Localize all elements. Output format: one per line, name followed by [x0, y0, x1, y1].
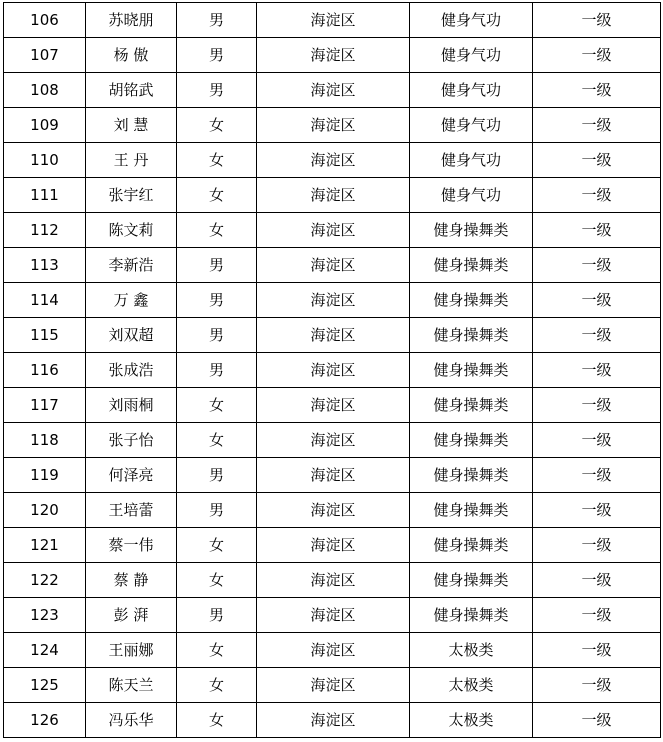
- category-cell: 健身气功: [410, 3, 533, 38]
- district-cell: 海淀区: [257, 388, 410, 423]
- level-cell: 一级: [533, 283, 661, 318]
- level-cell: 一级: [533, 493, 661, 528]
- level-cell: 一级: [533, 213, 661, 248]
- level-cell: 一级: [533, 388, 661, 423]
- row-number-cell: 112: [4, 213, 86, 248]
- row-number-cell: 116: [4, 353, 86, 388]
- category-cell: 太极类: [410, 703, 533, 738]
- district-cell: 海淀区: [257, 108, 410, 143]
- table-row: [4, 598, 661, 633]
- table-row: [4, 668, 661, 703]
- gender-cell: 男: [177, 3, 257, 38]
- row-number-cell: 123: [4, 598, 86, 633]
- table-row: [4, 248, 661, 283]
- table-row: [4, 38, 661, 73]
- name-cell: 杨 傲: [86, 38, 177, 73]
- level-cell: 一级: [533, 3, 661, 38]
- row-number-cell: 126: [4, 703, 86, 738]
- name-cell: 张成浩: [86, 353, 177, 388]
- category-cell: 健身操舞类: [410, 353, 533, 388]
- district-cell: 海淀区: [257, 563, 410, 598]
- name-cell: 万 鑫: [86, 283, 177, 318]
- category-cell: 健身操舞类: [410, 283, 533, 318]
- name-cell: 陈文莉: [86, 213, 177, 248]
- row-number-cell: 107: [4, 38, 86, 73]
- district-cell: 海淀区: [257, 528, 410, 563]
- category-cell: 健身操舞类: [410, 248, 533, 283]
- table-row: [4, 178, 661, 213]
- name-cell: 刘雨桐: [86, 388, 177, 423]
- table-row: [4, 3, 661, 38]
- table-row: [4, 108, 661, 143]
- district-cell: 海淀区: [257, 318, 410, 353]
- gender-cell: 女: [177, 213, 257, 248]
- level-cell: 一级: [533, 248, 661, 283]
- roster-table: [3, 2, 661, 738]
- category-cell: 健身气功: [410, 178, 533, 213]
- name-cell: 刘双超: [86, 318, 177, 353]
- roster-table-body: [4, 3, 661, 738]
- table-row: [4, 458, 661, 493]
- category-cell: 太极类: [410, 633, 533, 668]
- level-cell: 一级: [533, 178, 661, 213]
- row-number-cell: 125: [4, 668, 86, 703]
- name-cell: 王 丹: [86, 143, 177, 178]
- gender-cell: 女: [177, 528, 257, 563]
- name-cell: 张子怡: [86, 423, 177, 458]
- table-row: [4, 423, 661, 458]
- gender-cell: 男: [177, 458, 257, 493]
- table-row: [4, 143, 661, 178]
- gender-cell: 女: [177, 178, 257, 213]
- gender-cell: 女: [177, 108, 257, 143]
- name-cell: 陈天兰: [86, 668, 177, 703]
- gender-cell: 女: [177, 703, 257, 738]
- district-cell: 海淀区: [257, 178, 410, 213]
- table-row: [4, 283, 661, 318]
- row-number-cell: 110: [4, 143, 86, 178]
- category-cell: 健身气功: [410, 73, 533, 108]
- name-cell: 蔡一伟: [86, 528, 177, 563]
- row-number-cell: 111: [4, 178, 86, 213]
- gender-cell: 男: [177, 598, 257, 633]
- table-row: [4, 318, 661, 353]
- gender-cell: 女: [177, 423, 257, 458]
- name-cell: 胡铭武: [86, 73, 177, 108]
- table-row: [4, 73, 661, 108]
- level-cell: 一级: [533, 353, 661, 388]
- category-cell: 健身操舞类: [410, 563, 533, 598]
- table-row: [4, 353, 661, 388]
- level-cell: 一级: [533, 703, 661, 738]
- gender-cell: 女: [177, 633, 257, 668]
- category-cell: 健身气功: [410, 38, 533, 73]
- row-number-cell: 120: [4, 493, 86, 528]
- district-cell: 海淀区: [257, 248, 410, 283]
- district-cell: 海淀区: [257, 458, 410, 493]
- level-cell: 一级: [533, 423, 661, 458]
- gender-cell: 女: [177, 143, 257, 178]
- category-cell: 健身操舞类: [410, 493, 533, 528]
- level-cell: 一级: [533, 458, 661, 493]
- name-cell: 何泽亮: [86, 458, 177, 493]
- row-number-cell: 119: [4, 458, 86, 493]
- gender-cell: 女: [177, 563, 257, 598]
- row-number-cell: 117: [4, 388, 86, 423]
- row-number-cell: 114: [4, 283, 86, 318]
- district-cell: 海淀区: [257, 353, 410, 388]
- district-cell: 海淀区: [257, 38, 410, 73]
- name-cell: 王丽娜: [86, 633, 177, 668]
- level-cell: 一级: [533, 598, 661, 633]
- table-row: [4, 213, 661, 248]
- name-cell: 王培蕾: [86, 493, 177, 528]
- gender-cell: 男: [177, 38, 257, 73]
- table-row: [4, 563, 661, 598]
- gender-cell: 男: [177, 73, 257, 108]
- row-number-cell: 115: [4, 318, 86, 353]
- row-number-cell: 124: [4, 633, 86, 668]
- row-number-cell: 122: [4, 563, 86, 598]
- level-cell: 一级: [533, 528, 661, 563]
- level-cell: 一级: [533, 73, 661, 108]
- gender-cell: 女: [177, 388, 257, 423]
- row-number-cell: 121: [4, 528, 86, 563]
- category-cell: 健身操舞类: [410, 213, 533, 248]
- table-row: [4, 388, 661, 423]
- district-cell: 海淀区: [257, 143, 410, 178]
- table-row: [4, 528, 661, 563]
- name-cell: 蔡 静: [86, 563, 177, 598]
- category-cell: 健身操舞类: [410, 388, 533, 423]
- level-cell: 一级: [533, 38, 661, 73]
- category-cell: 健身操舞类: [410, 598, 533, 633]
- district-cell: 海淀区: [257, 633, 410, 668]
- district-cell: 海淀区: [257, 598, 410, 633]
- level-cell: 一级: [533, 143, 661, 178]
- district-cell: 海淀区: [257, 73, 410, 108]
- gender-cell: 男: [177, 248, 257, 283]
- table-row: [4, 703, 661, 738]
- name-cell: 李新浩: [86, 248, 177, 283]
- row-number-cell: 118: [4, 423, 86, 458]
- category-cell: 健身操舞类: [410, 423, 533, 458]
- table-row: [4, 493, 661, 528]
- gender-cell: 男: [177, 283, 257, 318]
- row-number-cell: 106: [4, 3, 86, 38]
- gender-cell: 女: [177, 668, 257, 703]
- gender-cell: 男: [177, 493, 257, 528]
- gender-cell: 男: [177, 318, 257, 353]
- level-cell: 一级: [533, 668, 661, 703]
- district-cell: 海淀区: [257, 703, 410, 738]
- district-cell: 海淀区: [257, 283, 410, 318]
- name-cell: 苏晓朋: [86, 3, 177, 38]
- level-cell: 一级: [533, 108, 661, 143]
- name-cell: 刘 慧: [86, 108, 177, 143]
- district-cell: 海淀区: [257, 668, 410, 703]
- row-number-cell: 109: [4, 108, 86, 143]
- category-cell: 健身操舞类: [410, 458, 533, 493]
- table-row: [4, 633, 661, 668]
- name-cell: 冯乐华: [86, 703, 177, 738]
- level-cell: 一级: [533, 563, 661, 598]
- district-cell: 海淀区: [257, 213, 410, 248]
- category-cell: 健身气功: [410, 108, 533, 143]
- category-cell: 健身操舞类: [410, 318, 533, 353]
- row-number-cell: 108: [4, 73, 86, 108]
- name-cell: 张宇红: [86, 178, 177, 213]
- district-cell: 海淀区: [257, 3, 410, 38]
- level-cell: 一级: [533, 633, 661, 668]
- gender-cell: 男: [177, 353, 257, 388]
- level-cell: 一级: [533, 318, 661, 353]
- district-cell: 海淀区: [257, 423, 410, 458]
- category-cell: 太极类: [410, 668, 533, 703]
- row-number-cell: 113: [4, 248, 86, 283]
- category-cell: 健身气功: [410, 143, 533, 178]
- category-cell: 健身操舞类: [410, 528, 533, 563]
- name-cell: 彭 湃: [86, 598, 177, 633]
- district-cell: 海淀区: [257, 493, 410, 528]
